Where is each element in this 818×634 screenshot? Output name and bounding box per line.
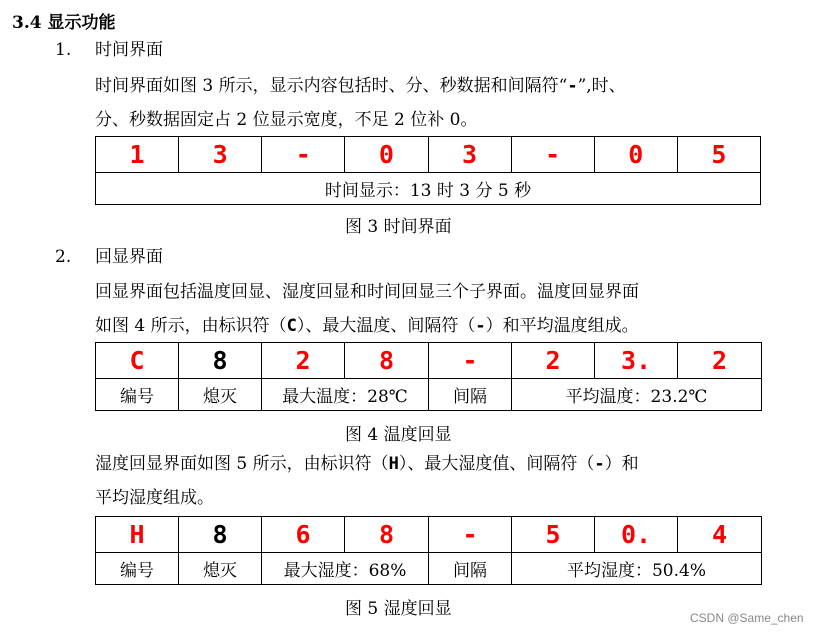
separator-glyph: - (567, 76, 578, 96)
watermark: CSDN @Same_chen (690, 611, 804, 625)
digit-cell (512, 517, 595, 553)
item1-para-text: 时间界面如图 3 所示，显示内容包括时、分、秒数据和间隔符“ (95, 76, 568, 96)
humidity-echo-table (95, 516, 762, 585)
digit: 0. (620, 520, 652, 549)
humid-para-b: ）、最大湿度值、间隔符（ (398, 454, 595, 474)
digit-cell (429, 517, 512, 553)
digit: C (129, 346, 145, 375)
label-cell: 最大湿度：68% (262, 553, 429, 585)
humid-digit-row (96, 517, 762, 553)
digit-cell (262, 517, 345, 553)
digit-cell (512, 343, 595, 379)
digit-cell (262, 137, 345, 173)
digit: - (462, 346, 478, 375)
digit: 8 (212, 346, 228, 375)
label-cell: 平均温度：23.2℃ (512, 379, 762, 411)
separator-glyph: - (594, 454, 605, 474)
digit: 8 (378, 520, 395, 549)
digit: 0 (628, 140, 644, 169)
time-display-table (95, 136, 761, 205)
label-cell: 编号 (96, 553, 179, 585)
digit-cell (595, 517, 678, 553)
digit-cell (179, 137, 262, 173)
item1-paragraph-line1 (95, 76, 626, 96)
c-identifier-glyph: C (286, 316, 297, 336)
digit: - (295, 140, 311, 169)
item1-title: 时间界面 (95, 40, 163, 60)
temperature-echo-table (95, 342, 762, 411)
digit: 8 (212, 520, 228, 549)
digit: 2 (711, 346, 728, 375)
digit-cell (429, 343, 512, 379)
temp-label-row (96, 379, 762, 411)
digit-cell (677, 137, 760, 173)
digit-cell (678, 517, 762, 553)
item2-paragraph-line2 (95, 316, 639, 336)
label-cell: 间隔 (429, 553, 512, 585)
figure4-caption: 图 4 温度回显 (345, 425, 452, 445)
digit-cell (345, 517, 429, 553)
item2-paragraph-line1: 回显界面包括温度回显、湿度回显和时间回显三个子界面。温度回显界面 (95, 282, 639, 302)
digit: 3 (462, 140, 478, 169)
digit: 1 (129, 140, 145, 169)
digit-cell (678, 343, 762, 379)
digit: 3. (620, 346, 652, 375)
digit-cell (511, 137, 594, 173)
time-digit-row (96, 137, 761, 173)
item1-paragraph-line2: 分、秒数据固定占 2 位显示宽度，不足 2 位补 0。 (95, 110, 478, 130)
digit-cell (262, 343, 345, 379)
digit-cell (96, 137, 179, 173)
time-caption-cell: 时间显示：13 时 3 分 5 秒 (96, 173, 761, 205)
digit: 8 (378, 346, 395, 375)
item2-title: 回显界面 (95, 247, 163, 267)
digit: 0 (378, 140, 394, 169)
label-cell: 间隔 (429, 379, 512, 411)
temp-digit-row (96, 343, 762, 379)
humid-para-a: 湿度回显界面如图 5 所示，由标识符（ (95, 454, 389, 474)
digit-cell (595, 343, 678, 379)
digit: 4 (711, 520, 728, 549)
figure5-caption: 图 5 湿度回显 (345, 599, 452, 619)
label-cell: 编号 (96, 379, 179, 411)
item1-number: 1. (55, 40, 72, 60)
digit-cell (96, 343, 179, 379)
digit: 5 (545, 520, 561, 549)
figure3-caption: 图 3 时间界面 (345, 217, 452, 237)
label-cell: 平均湿度：50.4% (512, 553, 762, 585)
humid-paragraph-line1 (95, 454, 639, 474)
label-cell: 熄灭 (179, 379, 262, 411)
digit-cell (594, 137, 677, 173)
item2-para-c: ）和平均温度组成。 (485, 316, 639, 336)
digit: - (545, 140, 561, 169)
separator-glyph: - (475, 316, 486, 336)
digit-cell (345, 343, 429, 379)
digit-cell (179, 343, 262, 379)
label-cell: 最大温度：28℃ (262, 379, 429, 411)
item2-para-a: 如图 4 所示，由标识符（ (95, 316, 287, 336)
digit: 2 (545, 346, 561, 375)
humid-para-c: ）和 (604, 454, 639, 474)
digit: 2 (295, 346, 311, 375)
humid-label-row (96, 553, 762, 585)
digit: H (129, 520, 145, 549)
item2-para-b: ）、最大温度、间隔符（ (296, 316, 476, 336)
digit: - (462, 520, 478, 549)
digit-cell (428, 137, 511, 173)
time-caption-row (96, 173, 761, 205)
section-title: 3.4 显示功能 (12, 13, 116, 33)
digit-cell (96, 517, 179, 553)
humid-paragraph-line2: 平均湿度组成。 (95, 488, 214, 508)
digit-cell (179, 517, 262, 553)
digit: 6 (295, 520, 311, 549)
item2-number: 2. (55, 247, 72, 267)
digit-cell (345, 137, 428, 173)
label-cell: 熄灭 (179, 553, 262, 585)
h-identifier-glyph: H (388, 454, 399, 474)
digit: 5 (711, 140, 727, 169)
item1-para-text-end: ”,时、 (577, 76, 626, 96)
digit: 3 (212, 140, 228, 169)
